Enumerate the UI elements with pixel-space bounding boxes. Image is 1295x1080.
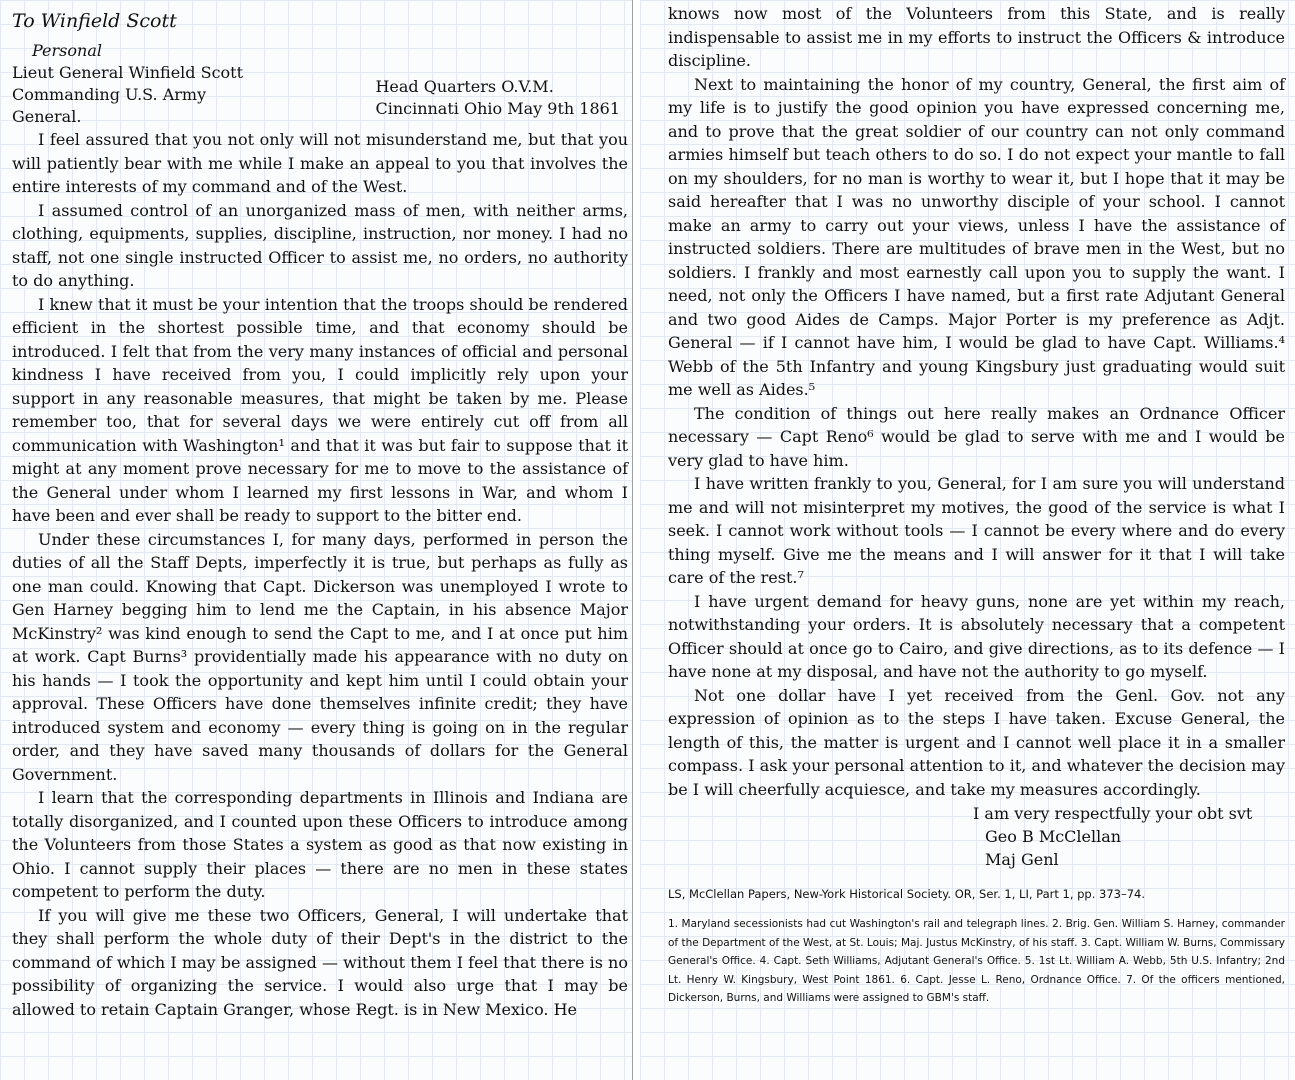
paragraph: I assumed control of an unorganized mass of men, with neither arms, clothing, equipments, supplies, discipline, instruction, nor money. I had no staff, not one single instructed Officer to assist me, no orders, no authority to do anything.	[12, 200, 628, 290]
paragraph: I have urgent demand for heavy guns, none are yet within my reach, notwithstanding your orders. It is absolutely necessary that a competent Officer should at once go to Cairo, and give directions, as to its defence — I have none at my disposal, and have not the authority to go myself.	[668, 591, 1285, 681]
address-block	[12, 62, 628, 128]
right-page-column	[640, 0, 1295, 1080]
paragraph-continuation: knows now most of the Volunteers from this State, and is really indispensable to assist me in my efforts to instruct the Officers & introduce discipline.	[668, 4, 1285, 70]
signature-rank: Maj Genl	[985, 850, 1059, 869]
left-page-column	[0, 0, 632, 1080]
closing-line: I am very respectfully your obt svt	[973, 804, 1253, 823]
signature-name: Geo B McClellan	[985, 827, 1122, 846]
personal-label: Personal	[32, 41, 102, 60]
paragraph: I have written frankly to you, General, for I am sure you will understand me and will not misinterpret my motives, the good of the service is what I seek. I cannot work without tools — I cannot be every where and do every thing myself. Give me the means and I will answer for it that I will take care of the rest.⁷	[668, 474, 1285, 587]
paragraph: I knew that it must be your intention that the troops should be rendered efficient in the shortest possible time, and that economy should be introduced. I felt that from the very many instances of official and personal kindness I have received from you, I could implicitly rely upon your support in any reasonable measures, that might be taken by me. Please remember too, that for several days we were entirely cut off from all communication with Washington¹ and that it was but fair to suppose that it might at any moment prove necessary for me to move to the assistance of the General under whom I learned my first lessons in War, and whom I have been and ever shall be ready to support to the bitter end.	[12, 294, 628, 525]
recipient-line: Commanding U.S. Army	[12, 85, 207, 104]
place-line: Head Quarters O.V.M.	[375, 77, 554, 96]
paragraph: Not one dollar have I yet received from the Genl. Gov. not any expression of opinion as to the steps I have taken. Excuse General, the length of this, the matter is urgent and I cannot well place it in a smaller compass. I ask your personal attention to it, and whatever the decision may be I will cheerfully acquiesce, and take my measures accordingly.	[668, 685, 1285, 799]
date-line: Cincinnati Ohio May 9th 1861	[375, 99, 620, 118]
paragraph: If you will give me these two Officers, General, I will undertake that they shall perform the whole duty of their Dept's in the district to the command of which I may be assigned — without them I feel that there is no possibility of organizing the service. I would also urge that I may be allowed to retain Captain Granger, whose Regt. is in New Mexico. He	[12, 905, 628, 1019]
recipient-block	[12, 62, 243, 128]
paragraph: Next to maintaining the honor of my country, General, the first aim of my life is to justify the good opinion you have expressed concerning me, and to prove that the great soldier of our country can not only command armies himself but teach others to do so. I do not expect your mantle to fall on my shoulders, for no man is worthy to wear it, but I hope that it may be said hereafter that I was no unworthy disciple of your school. I cannot make an army to carry out your views, unless I have the assistance of instructed soldiers. There are multitudes of brave men in the West, but no soldiers. I frankly and most earnestly call upon you to supply the want. I need, not only the Officers I have named, but a first rate Adjutant General and two good Aides de Camps. Major Porter is my preference as Adjt. General — if I cannot have him, I would be glad to have Capt. Williams.⁴ Webb of the 5th Infantry and young Kingsbury just graduating would suit me well as Aides.⁵	[668, 74, 1285, 399]
paragraph: The condition of things out here really makes an Ordnance Officer necessary — Capt Reno⁶ would be glad to serve with me and I would be very glad to have him.	[668, 403, 1285, 470]
paragraph: Under these circumstances I, for many days, performed in person the duties of all the Staff Depts, imperfectly it is true, but perhaps as fully as one man could. Knowing that Capt. Dickerson was unemployed I wrote to Gen Harney begging him to lend me the Captain, in his absence Major McKinstry² was kind enough to send the Capt to me, and I at once put him at work. Capt Burns³ providentially made his appearance with no duty on his hands — I took the opportunity and kept him until I could obtain your approval. These Officers have done themselves infinite credit; they have introduced system and economy — every thing is going on in the regular order, and they have saved many thousands of dollars for the General Government.	[12, 529, 628, 784]
recipient-line: Lieut General Winfield Scott	[12, 63, 244, 82]
paragraph: I learn that the corresponding departments in Illinois and Indiana are totally disorganized, and I counted upon these Officers to introduce among the Volunteers from those States a system as good as that now existing in Ohio. I cannot supply their places — there are no men in these states competent to perform the duty.	[12, 788, 628, 901]
closing-block	[668, 802, 1285, 871]
letter-title: To Winfield Scott	[12, 10, 177, 32]
paragraph: I feel assured that you not only will not misunderstand me, but that you will patiently bear with me while I make an appeal to you that involves the entire interests of my command and of the West.	[12, 130, 628, 196]
footnotes: 1. Maryland secessionists had cut Washington's rail and telegraph lines. 2. Brig. Gen. William S. Harney, commander of the Department of the West, at St. Louis; Maj. Justus McKinstry, of his staff. 3. Capt. William W. Burns, Commissary General's Office. 4. Capt. Seth Williams, Adjutant General's Office. 5. 1st Lt. William A. Webb, 5th U.S. Infantry; 2nd Lt. Henry W. Kingsbury, West Point 1861. 6. Capt. Jesse L. Reno, Ordnance Office. 7. Of the officers mentioned, Dickerson, Burns, and Williams were assigned to GBM's staff.	[668, 918, 1285, 1004]
source-citation: LS, McClellan Papers, New-York Historical Society. OR, Ser. 1, LI, Part 1, pp. 373–74.	[668, 887, 1146, 901]
place-date-block	[375, 62, 628, 128]
recipient-line: General.	[12, 107, 82, 126]
